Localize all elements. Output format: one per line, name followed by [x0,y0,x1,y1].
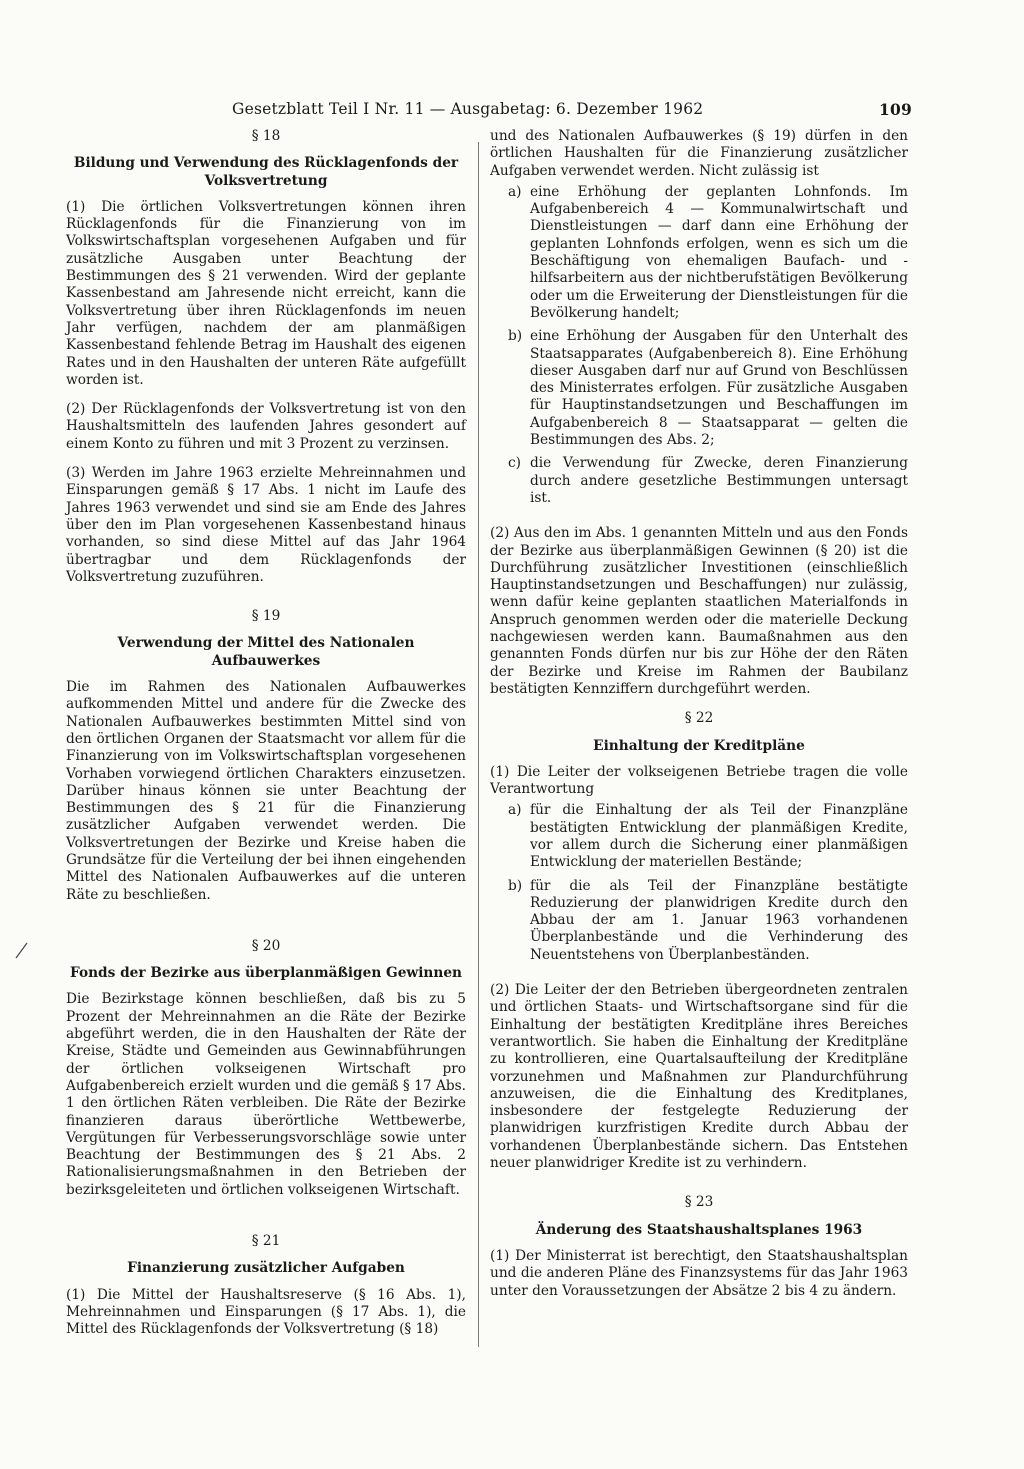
list-label: b) [508,877,523,894]
margin-pen-mark [14,940,30,960]
section-23-title: Änderung des Staatshaushaltsplanes 1963 [535,1221,863,1238]
list-text: eine Erhöhung der Ausgaben für den Unterhalt des Staatsapparates (Aufgabenbereich 8). Eine Erhöhung dieser Ausgaben darf nur auf Grund von Beschlüssen des Ministerrates erfolgen. Für zusätzliche Ausgaben für Hauptinstandsetzungen und Beschaffungen im Aufgabenbereich 8 — Staatsapparat — gelten die Bestimmungen des Abs. 2; [530,328,908,449]
section-18-title: Bildung und Verwendung des Rücklagenfonds der Volksvertretung [73,155,459,189]
section-19-paragraph-1: Die im Rahmen des Nationalen Aufbauwerkes aufkommenden Mittel und andere für die Zwecke des Nationalen Aufbauwerkes bestimmten Mittel sind von den örtlichen Organen der Staatsmacht vor allem für die Finanzierung von im Volkswirtschaftsplan vorgesehenen Vorhaben vorwiegend örtlichen Charakters einzusetzen. Darüber hinaus können sie unter Beachtung der Bestimmungen des § 21 für die Finanzierung zusätzlicher Aufgaben verwendet werden. Die Volksvertretungen der Bezirke und Kreise haben die Grundsätze für die Verteilung der bei ihnen eingehenden Mittel des Nationalen Aufbauwerkes auf die unteren Räte zu beschließen. [66,679,466,903]
list-text: für die als Teil der Finanzpläne bestätigte Reduzierung der planwidrigen Kredite durch den Abbau der am 1. Januar 1963 vorhandenen Überplanbestände und die Verhinderung des Neuentstehens von Überplanbeständen. [530,877,908,963]
list-label: a) [508,802,522,819]
list-label: b) [508,328,523,345]
section-20-title: Fonds der Bezirke aus überplanmäßigen Gewinnen [70,965,462,982]
section-21-paragraph-2: (2) Aus den im Abs. 1 genannten Mitteln und aus den Fonds der Bezirke aus überplanmäßigen Gewinnen (§ 20) ist die Durchführung zusätzlicher Investitionen (einschließlich Hauptinstandsetzungen und Beschaffungen) nur zulässig, wenn dafür keine geplanten staatlichen Materialfonds in Anspruch genommen werden oder die materielle Deckung nachgewiesen werden kann. Baumaßnahmen aus den genannten Fonds dürfen nur bis zur Höhe der den Räten der Bezirke und Kreise im Rahmen der Baubilanz bestätigten Kennziffern durchgeführt werden. [490,525,908,697]
list-text: eine Erhöhung der geplanten Lohnfonds. Im Aufgabenbereich 4 — Kommunalwirtschaft und Dienstleistungen — darf dann eine Erhöhung der geplanten Lohnfonds erfolgen, wenn es sich um die Beschäftigung von ehemaligen Baufach- und -hilfsarbeitern aus der nichtberufstätigen Bevölkerung oder um die Erweiterung der Dienstleistungen für die Bevölkerung handelt; [530,183,908,321]
section-22-title: Einhaltung der Kreditpläne [593,737,805,754]
section-22-paragraph-2: (2) Die Leiter der den Betrieben übergeordneten zentralen und örtlichen Staats- und Wirtschaftsorgane sind für die Einhaltung der bestätigten Kreditpläne ihres Bereiches verantwortlich. Sie haben die Einhaltung der Kreditpläne zu kontrollieren, eine Quartalsaufteilung der Kreditpläne vorzunehmen und Maßnahmen zur Plandurchführung anzuweisen, die die Einhaltung des Kreditplanes, insbesondere der festgelegte Reduzierung der planwidrigen kurzfristigen Kredite durch Abbau der vorhandenen Überplanbestände sichern. Das Entstehen neuer planwidriger Kredite ist zu verhindern. [490,982,908,1172]
section-21-paragraph-1: (1) Die Mittel der Haushaltsreserve (§ 16 Abs. 1), Mehreinnahmen und Einsparungen (§ 17 Abs. 1), die Mittel des Rücklagenfonds der Volksvertretung (§ 18) [66,1286,466,1338]
list-label: a) [508,183,522,200]
section-22-number: § 22 [684,710,714,727]
list-item [508,878,908,964]
section-18-paragraph-2: (2) Der Rücklagenfonds der Volksvertretung ist von den Haushaltsmitteln des laufenden Jahres gesondert auf einem Konto zu führen und mit 3 Prozent zu verzinsen. [66,401,466,452]
section-19-title: Verwendung der Mittel des Nationalen Aufbauwerkes [117,635,415,669]
list-item [508,328,908,449]
section-20-paragraph-1: Die Bezirkstage können beschließen, daß bis zu 5 Prozent der Mehreinnahmen an die Räte der Bezirke abgeführt werden, die in den Haushalten der Räte der Kreise, Städte und Gemeinden aus Gewinnabführungen der örtlichen volkseigenen Wirtschaft pro Aufgabenbereich erzielt wurden und die gemäß § 17 Abs. 1 den örtlichen Räten verbleiben. Die Räte der Bezirke finanzieren daraus überörtliche Wettbewerbe, Vergütungen für Verbesserungsvorschläge sowie unter Beachtung der Bestimmungen des § 21 Abs. 2 Rationalisierungsmaßnahmen in den Betrieben der bezirksgeleiteten und örtlichen volkseigenen Wirtschaft. [66,991,466,1198]
list-text: für die Einhaltung der als Teil der Finanzpläne bestätigten Entwicklung der planmäßigen Kredite, vor allem durch die Sicherung einer planmäßigen Entwicklung der materiellen Bestände; [530,802,908,871]
right-column [490,128,908,1300]
section-21-continuation: und des Nationalen Aufbauwerkes (§ 19) dürfen in den örtlichen Haushalten für die Finanzierung zusätzlicher Aufgaben verwendet werden. Nicht zulässig ist [490,128,908,179]
list-label: c) [508,455,522,472]
list-item [508,455,908,507]
section-21-title: Finanzierung zusätzlicher Aufgaben [127,1260,405,1277]
column-divider [478,142,479,1347]
list-item [508,184,908,322]
section-18-paragraph-1: (1) Die örtlichen Volksvertretungen können ihren Rücklagenfonds für die Finanzierung von im Volkswirtschaftsplan vorgesehenen Aufgaben und für zusätzliche Ausgaben unter Beachtung der Bestimmungen des § 21 verwenden. Wird der geplante Kassenbestand am Jahresende nicht erreicht, kann die Volksvertretung über ihren Rücklagenfonds im neuen Jahr verfügen, nachdem der am planmäßigen Kassenbestand fehlende Betrag im Haushalt des eigenen Rates und in den Haushalten der unteren Räte aufgefüllt worden ist. [66,198,466,388]
section-21-number: § 21 [251,1233,281,1250]
left-column [66,128,466,1339]
page-number: 109 [879,100,912,119]
list-item [508,802,908,871]
section-20-number: § 20 [251,937,281,954]
section-22-paragraph-1: (1) Die Leiter der volkseigenen Betriebe tragen die volle Verantwortung [490,763,908,798]
section-23-paragraph-1: (1) Der Ministerrat ist berechtigt, den Staatshaushaltsplan und die anderen Pläne des Finanzsystems für das Jahr 1963 unter den Voraussetzungen der Absätze 2 bis 4 zu ändern. [490,1247,908,1299]
section-23-number: § 23 [684,1194,714,1211]
section-19-number: § 19 [251,608,281,625]
section-18-paragraph-3: (3) Werden im Jahre 1963 erzielte Mehreinnahmen und Einsparungen gemäß § 17 Abs. 1 nicht im Laufe des Jahres 1963 verwendet und sind sie am Ende des Jahres über den im Plan vorgesehenen Kassenbestand hinaus vorhanden, so sind diese Mittel auf das Jahr 1964 übertragbar und dem Rücklagenfonds der Volksvertretung zuzuführen. [66,465,466,585]
running-header [232,100,912,118]
header-title: Gesetzblatt Teil I Nr. 11 — Ausgabetag: 6. Dezember 1962 [232,100,704,118]
list-text: die Verwendung für Zwecke, deren Finanzierung durch andere gesetzliche Bestimmungen untersagt ist. [530,455,908,506]
section-18-number: § 18 [251,128,281,144]
